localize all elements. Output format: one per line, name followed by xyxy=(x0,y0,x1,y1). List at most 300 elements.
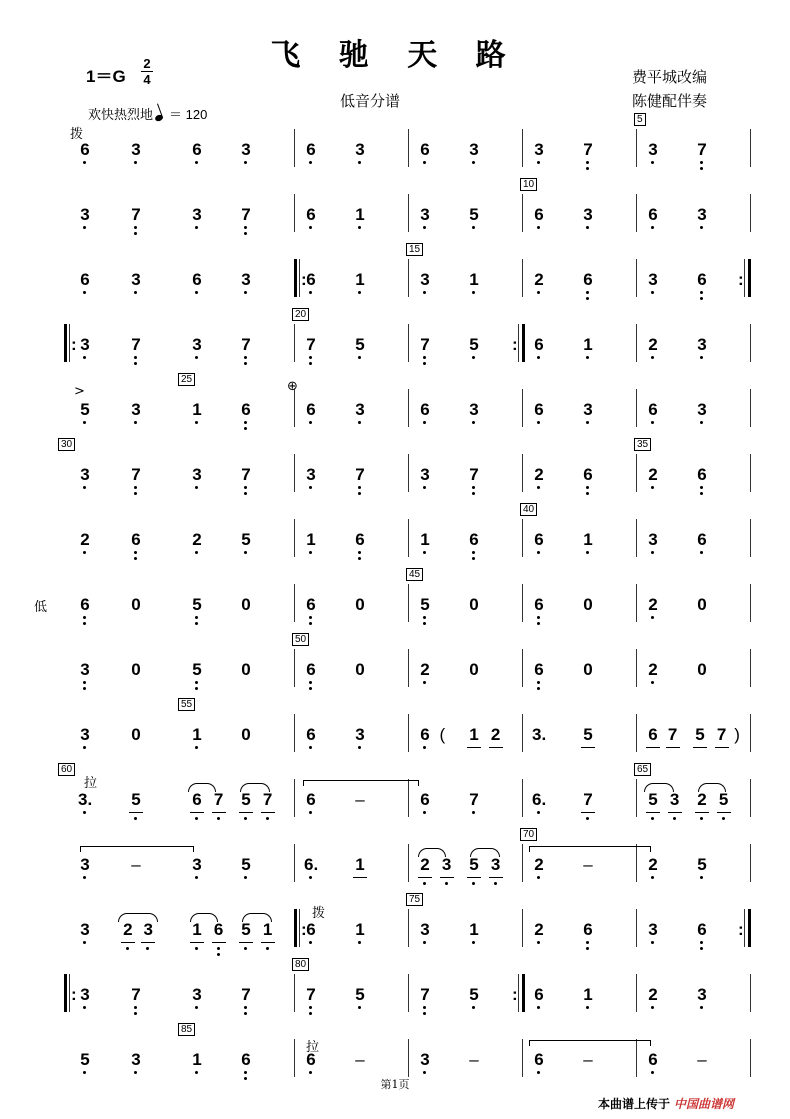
note-digit: 3 xyxy=(420,270,430,289)
note-digit: 7 xyxy=(697,140,707,159)
note-digit: 5 xyxy=(80,1050,90,1069)
note xyxy=(78,725,92,745)
octave-dot xyxy=(83,616,86,619)
note-digit: 6 xyxy=(534,985,544,1004)
note xyxy=(646,270,660,290)
barline xyxy=(522,129,523,167)
note xyxy=(440,855,454,875)
measure-number: 30 xyxy=(58,438,75,451)
note xyxy=(239,465,253,485)
note-digit: 7 xyxy=(241,985,251,1004)
note-digit: 2 xyxy=(192,530,202,549)
octave-dot xyxy=(309,161,312,164)
octave-dot xyxy=(309,811,312,814)
octave-dot xyxy=(700,1006,703,1009)
octave-dot xyxy=(244,1012,247,1015)
note-digit: 7 xyxy=(306,985,316,1004)
octave-dot xyxy=(83,687,86,690)
note xyxy=(190,855,204,875)
note xyxy=(261,920,275,940)
repeat-end-dots: : xyxy=(738,270,744,289)
underline-beam xyxy=(693,747,707,748)
note-digit: – xyxy=(697,1050,707,1069)
note-digit: 7 xyxy=(241,335,251,354)
slur-arc xyxy=(418,848,446,857)
note-digit: 1 xyxy=(469,270,479,289)
note-digit: – xyxy=(469,1050,479,1069)
note-digit: 3 xyxy=(143,920,153,939)
note xyxy=(304,985,318,1005)
octave-dot xyxy=(472,492,475,495)
barline xyxy=(636,324,637,362)
repeat-end-bar xyxy=(522,324,525,362)
note-digit: 6 xyxy=(534,1050,544,1069)
measure-number: 50 xyxy=(292,633,309,646)
octave-dot xyxy=(195,161,198,164)
page-number: 第1页 xyxy=(380,1078,410,1091)
octave-dot xyxy=(134,226,137,229)
octave-dot xyxy=(217,947,220,950)
note xyxy=(353,855,367,875)
octave-dot xyxy=(195,1006,198,1009)
octave-dot xyxy=(700,486,703,489)
note xyxy=(646,335,660,355)
note-digit: 3 xyxy=(648,920,658,939)
octave-dot xyxy=(651,681,654,684)
note xyxy=(78,335,92,355)
tempo-text: 欢快热烈地 xyxy=(88,107,154,122)
octave-dot xyxy=(472,161,475,164)
underline-beam xyxy=(353,877,367,878)
note xyxy=(78,595,92,615)
note-digit: 3 xyxy=(80,465,90,484)
note-digit: 0 xyxy=(469,660,479,679)
coda-sign: ⊕ xyxy=(287,379,298,394)
octave-dot xyxy=(537,551,540,554)
octave-dot xyxy=(195,1071,198,1074)
measure-number: 85 xyxy=(178,1023,195,1036)
note-digit: 5 xyxy=(697,855,707,874)
note-digit: 5 xyxy=(718,790,729,809)
note xyxy=(78,205,92,225)
note-digit: 6 xyxy=(306,1050,316,1069)
barline xyxy=(522,714,523,752)
note xyxy=(695,920,709,940)
octave-dot xyxy=(244,362,247,365)
note xyxy=(418,530,432,550)
note-digit: 3 xyxy=(306,465,316,484)
barline xyxy=(522,779,523,817)
measure-number: 65 xyxy=(634,763,651,776)
barline xyxy=(636,909,637,947)
note xyxy=(532,465,546,485)
barline xyxy=(750,974,751,1012)
note-digit: 1 xyxy=(469,920,479,939)
note xyxy=(695,660,709,680)
score-row xyxy=(0,569,790,655)
note xyxy=(467,595,481,615)
octave-dot xyxy=(134,161,137,164)
barline xyxy=(294,194,295,232)
note-digit: 6 xyxy=(131,530,141,549)
repeat-start-thin xyxy=(69,974,70,1012)
slur-arc xyxy=(698,783,726,792)
note xyxy=(304,530,318,550)
arranger: 费平城改编 xyxy=(632,69,708,86)
note-digit: 2 xyxy=(420,660,430,679)
slur-arc xyxy=(644,783,674,792)
octave-dot xyxy=(586,947,589,950)
note xyxy=(239,985,253,1005)
note xyxy=(304,725,318,745)
repeat-end-bar xyxy=(748,909,751,947)
repeat-end-bar xyxy=(748,259,751,297)
note-dash xyxy=(581,855,595,875)
octave-dot xyxy=(358,226,361,229)
octave-dot xyxy=(134,362,137,365)
note xyxy=(581,725,595,745)
octave-dot xyxy=(586,297,589,300)
barline xyxy=(636,779,637,817)
note xyxy=(78,140,92,160)
note-digit: 2 xyxy=(490,725,501,744)
barline xyxy=(408,649,409,687)
octave-dot xyxy=(651,486,654,489)
note-digit: 3 xyxy=(441,855,452,874)
repeat-start-thin xyxy=(299,259,300,297)
score-title: 飞 驰 天 路 xyxy=(270,38,520,73)
note-digit: 3 xyxy=(669,790,680,809)
octave-dot xyxy=(537,941,540,944)
octave-dot xyxy=(266,947,269,950)
barline xyxy=(750,714,751,752)
note-digit: 5 xyxy=(648,790,658,809)
octave-dot xyxy=(83,421,86,424)
octave-dot xyxy=(83,551,86,554)
note xyxy=(239,920,253,940)
note-digit: 2 xyxy=(648,595,658,614)
barline xyxy=(522,454,523,492)
note-digit: 2 xyxy=(648,335,658,354)
barline xyxy=(294,649,295,687)
site-text: 本曲谱上传于 xyxy=(598,1097,671,1111)
note-digit: 2 xyxy=(534,465,544,484)
octave-dot xyxy=(423,356,426,359)
octave-dot xyxy=(700,167,703,170)
barline xyxy=(408,974,409,1012)
note-digit: 7 xyxy=(131,335,141,354)
note xyxy=(353,920,367,940)
measure-number: 60 xyxy=(58,763,75,776)
measure-number: 10 xyxy=(520,178,537,191)
octave-dot xyxy=(423,681,426,684)
note-digit: 6 xyxy=(80,270,90,289)
note xyxy=(121,920,135,940)
octave-dot xyxy=(83,811,86,814)
octave-dot xyxy=(309,362,312,365)
note-digit: 2 xyxy=(80,530,90,549)
octave-dot xyxy=(309,687,312,690)
note-digit: 2 xyxy=(534,920,544,939)
note xyxy=(190,400,204,420)
note-digit: 3 xyxy=(697,335,707,354)
parenthesis xyxy=(440,725,446,745)
barline xyxy=(522,194,523,232)
note-digit: 6 xyxy=(534,595,544,614)
underline-beam xyxy=(646,747,660,748)
octave-dot xyxy=(134,421,137,424)
note-digit: 3 xyxy=(697,985,707,1004)
octave-dot xyxy=(472,226,475,229)
octave-dot xyxy=(83,941,86,944)
octave-dot xyxy=(309,226,312,229)
repeat-start-bar xyxy=(294,909,297,947)
barline xyxy=(294,974,295,1012)
octave-dot xyxy=(358,746,361,749)
note-digit: 0 xyxy=(241,660,251,679)
octave-dot xyxy=(651,1006,654,1009)
octave-dot xyxy=(217,817,220,820)
note xyxy=(467,725,481,745)
note-digit: 3 xyxy=(131,1050,141,1069)
octave-dot xyxy=(537,616,540,619)
underline-beam xyxy=(717,812,731,813)
measure-number: 40 xyxy=(520,503,537,516)
note xyxy=(467,530,481,550)
note xyxy=(239,205,253,225)
note-digit: 6 xyxy=(80,140,90,159)
note-digit: 3 xyxy=(355,400,365,419)
octave-dot xyxy=(651,421,654,424)
note-digit: 5 xyxy=(241,790,251,809)
note-digit: 2 xyxy=(648,985,658,1004)
note xyxy=(353,140,367,160)
measure-number: 45 xyxy=(406,568,423,581)
note-digit: 6 xyxy=(306,140,316,159)
barline xyxy=(408,844,409,882)
barline xyxy=(636,714,637,752)
note-dash xyxy=(695,1050,709,1070)
barline xyxy=(636,194,637,232)
octave-dot xyxy=(134,492,137,495)
note xyxy=(467,270,481,290)
note xyxy=(467,660,481,680)
octave-dot xyxy=(244,1071,247,1074)
note xyxy=(78,1050,92,1070)
note-digit: 6 xyxy=(306,725,316,744)
underline-beam xyxy=(715,747,729,748)
tempo-marking xyxy=(88,104,207,123)
octave-dot xyxy=(472,811,475,814)
underline-beam xyxy=(418,877,432,878)
octave-dot xyxy=(195,876,198,879)
octave-dot xyxy=(423,746,426,749)
note xyxy=(239,335,253,355)
octave-dot xyxy=(83,1071,86,1074)
note-digit: 5 xyxy=(420,595,430,614)
underline-beam xyxy=(190,812,204,813)
note xyxy=(239,790,253,810)
octave-dot xyxy=(146,947,149,950)
octave-dot xyxy=(472,941,475,944)
part-name: 低音分谱 xyxy=(340,93,401,110)
octave-dot xyxy=(358,1006,361,1009)
pluck-marking: 拨 xyxy=(312,906,326,921)
measure-number: 70 xyxy=(520,828,537,841)
note-digit: 7 xyxy=(241,465,251,484)
note xyxy=(467,790,481,810)
score-row xyxy=(0,244,790,330)
barline xyxy=(750,649,751,687)
octave-dot xyxy=(358,486,361,489)
barline xyxy=(522,584,523,622)
octave-dot xyxy=(423,616,426,619)
octave-dot xyxy=(423,882,426,885)
barline xyxy=(636,389,637,427)
note xyxy=(532,920,546,940)
note xyxy=(646,985,660,1005)
octave-dot xyxy=(423,291,426,294)
note xyxy=(190,985,204,1005)
score-row xyxy=(0,699,790,785)
octave-dot xyxy=(423,362,426,365)
octave-dot xyxy=(83,681,86,684)
note-digit: 0 xyxy=(131,725,141,744)
barline xyxy=(522,389,523,427)
octave-dot xyxy=(494,882,497,885)
octave-dot xyxy=(309,1012,312,1015)
octave-dot xyxy=(651,356,654,359)
octave-dot xyxy=(423,421,426,424)
barline xyxy=(522,1039,523,1077)
octave-dot xyxy=(244,427,247,430)
underline-beam xyxy=(121,942,135,943)
octave-dot xyxy=(537,622,540,625)
note xyxy=(418,205,432,225)
note-digit: 5 xyxy=(583,725,593,744)
note-digit: 3 xyxy=(241,270,251,289)
underline-beam xyxy=(440,877,454,878)
repeat-start-bar xyxy=(64,324,67,362)
note xyxy=(467,465,481,485)
note xyxy=(353,270,367,290)
octave-dot xyxy=(586,291,589,294)
barline xyxy=(750,584,751,622)
note-digit: 3 xyxy=(583,205,593,224)
note xyxy=(353,725,367,745)
note-digit: 6 xyxy=(306,595,316,614)
octave-dot xyxy=(244,817,247,820)
octave-dot xyxy=(700,817,703,820)
barline xyxy=(294,779,295,817)
note-digit: 1 xyxy=(355,205,365,224)
barline xyxy=(522,649,523,687)
accent-mark: > xyxy=(74,384,85,399)
repeat-start-bar xyxy=(294,259,297,297)
note xyxy=(353,530,367,550)
note xyxy=(532,985,546,1005)
note-digit: 5 xyxy=(469,205,479,224)
note-digit: 0 xyxy=(469,595,479,614)
note xyxy=(190,270,204,290)
score-row xyxy=(0,894,790,980)
note-digit: 3 xyxy=(192,985,202,1004)
score-row xyxy=(0,374,790,460)
note xyxy=(532,660,546,680)
note xyxy=(646,530,660,550)
note xyxy=(489,725,503,745)
note-dash xyxy=(129,855,143,875)
octave-dot xyxy=(134,356,137,359)
repeat-end-thin xyxy=(518,974,519,1012)
barline xyxy=(294,584,295,622)
octave-dot xyxy=(586,817,589,820)
note xyxy=(239,725,253,745)
note-digit: 3 xyxy=(355,140,365,159)
note xyxy=(190,595,204,615)
note xyxy=(581,920,595,940)
octave-dot xyxy=(423,161,426,164)
octave-dot xyxy=(244,1006,247,1009)
octave-dot xyxy=(651,1071,654,1074)
measure-number: 55 xyxy=(178,698,195,711)
note-digit: 2 xyxy=(648,660,658,679)
octave-dot xyxy=(537,226,540,229)
note-digit: 3 xyxy=(355,725,365,744)
note xyxy=(532,725,546,745)
note xyxy=(261,790,275,810)
underline-beam xyxy=(581,812,595,813)
note-digit: 6 xyxy=(534,660,544,679)
note-digit: 6 xyxy=(80,595,90,614)
key-text: 1＝G xyxy=(86,67,126,86)
note xyxy=(129,1050,143,1070)
octave-dot xyxy=(586,356,589,359)
note xyxy=(467,920,481,940)
note xyxy=(532,790,546,810)
octave-dot xyxy=(423,1006,426,1009)
octave-dot xyxy=(651,291,654,294)
note xyxy=(581,270,595,290)
repeat-end-dots: : xyxy=(512,985,518,1004)
octave-dot xyxy=(358,356,361,359)
note-digit: 6 xyxy=(355,530,365,549)
octave-dot xyxy=(195,486,198,489)
note xyxy=(695,270,709,290)
barline xyxy=(408,909,409,947)
measure-number: 20 xyxy=(292,308,309,321)
note-digit: 1 xyxy=(355,920,365,939)
note-digit: 1 xyxy=(192,1050,202,1069)
repeat-dots: : xyxy=(71,335,77,354)
slur-arc xyxy=(188,783,216,792)
note xyxy=(646,595,660,615)
note-digit: 6 xyxy=(192,270,202,289)
octave-dot xyxy=(586,941,589,944)
note xyxy=(646,790,660,810)
octave-dot xyxy=(309,1006,312,1009)
note-digit: 1 xyxy=(192,400,202,419)
underline-beam xyxy=(668,812,682,813)
note-digit: – xyxy=(355,790,365,809)
note xyxy=(190,530,204,550)
note-digit: 2 xyxy=(534,270,544,289)
note-digit: 3 xyxy=(80,985,90,1004)
note-digit: 7 xyxy=(716,725,727,744)
note-digit: 1 xyxy=(306,530,316,549)
slur-arc xyxy=(240,783,270,792)
octave-dot xyxy=(423,1012,426,1015)
